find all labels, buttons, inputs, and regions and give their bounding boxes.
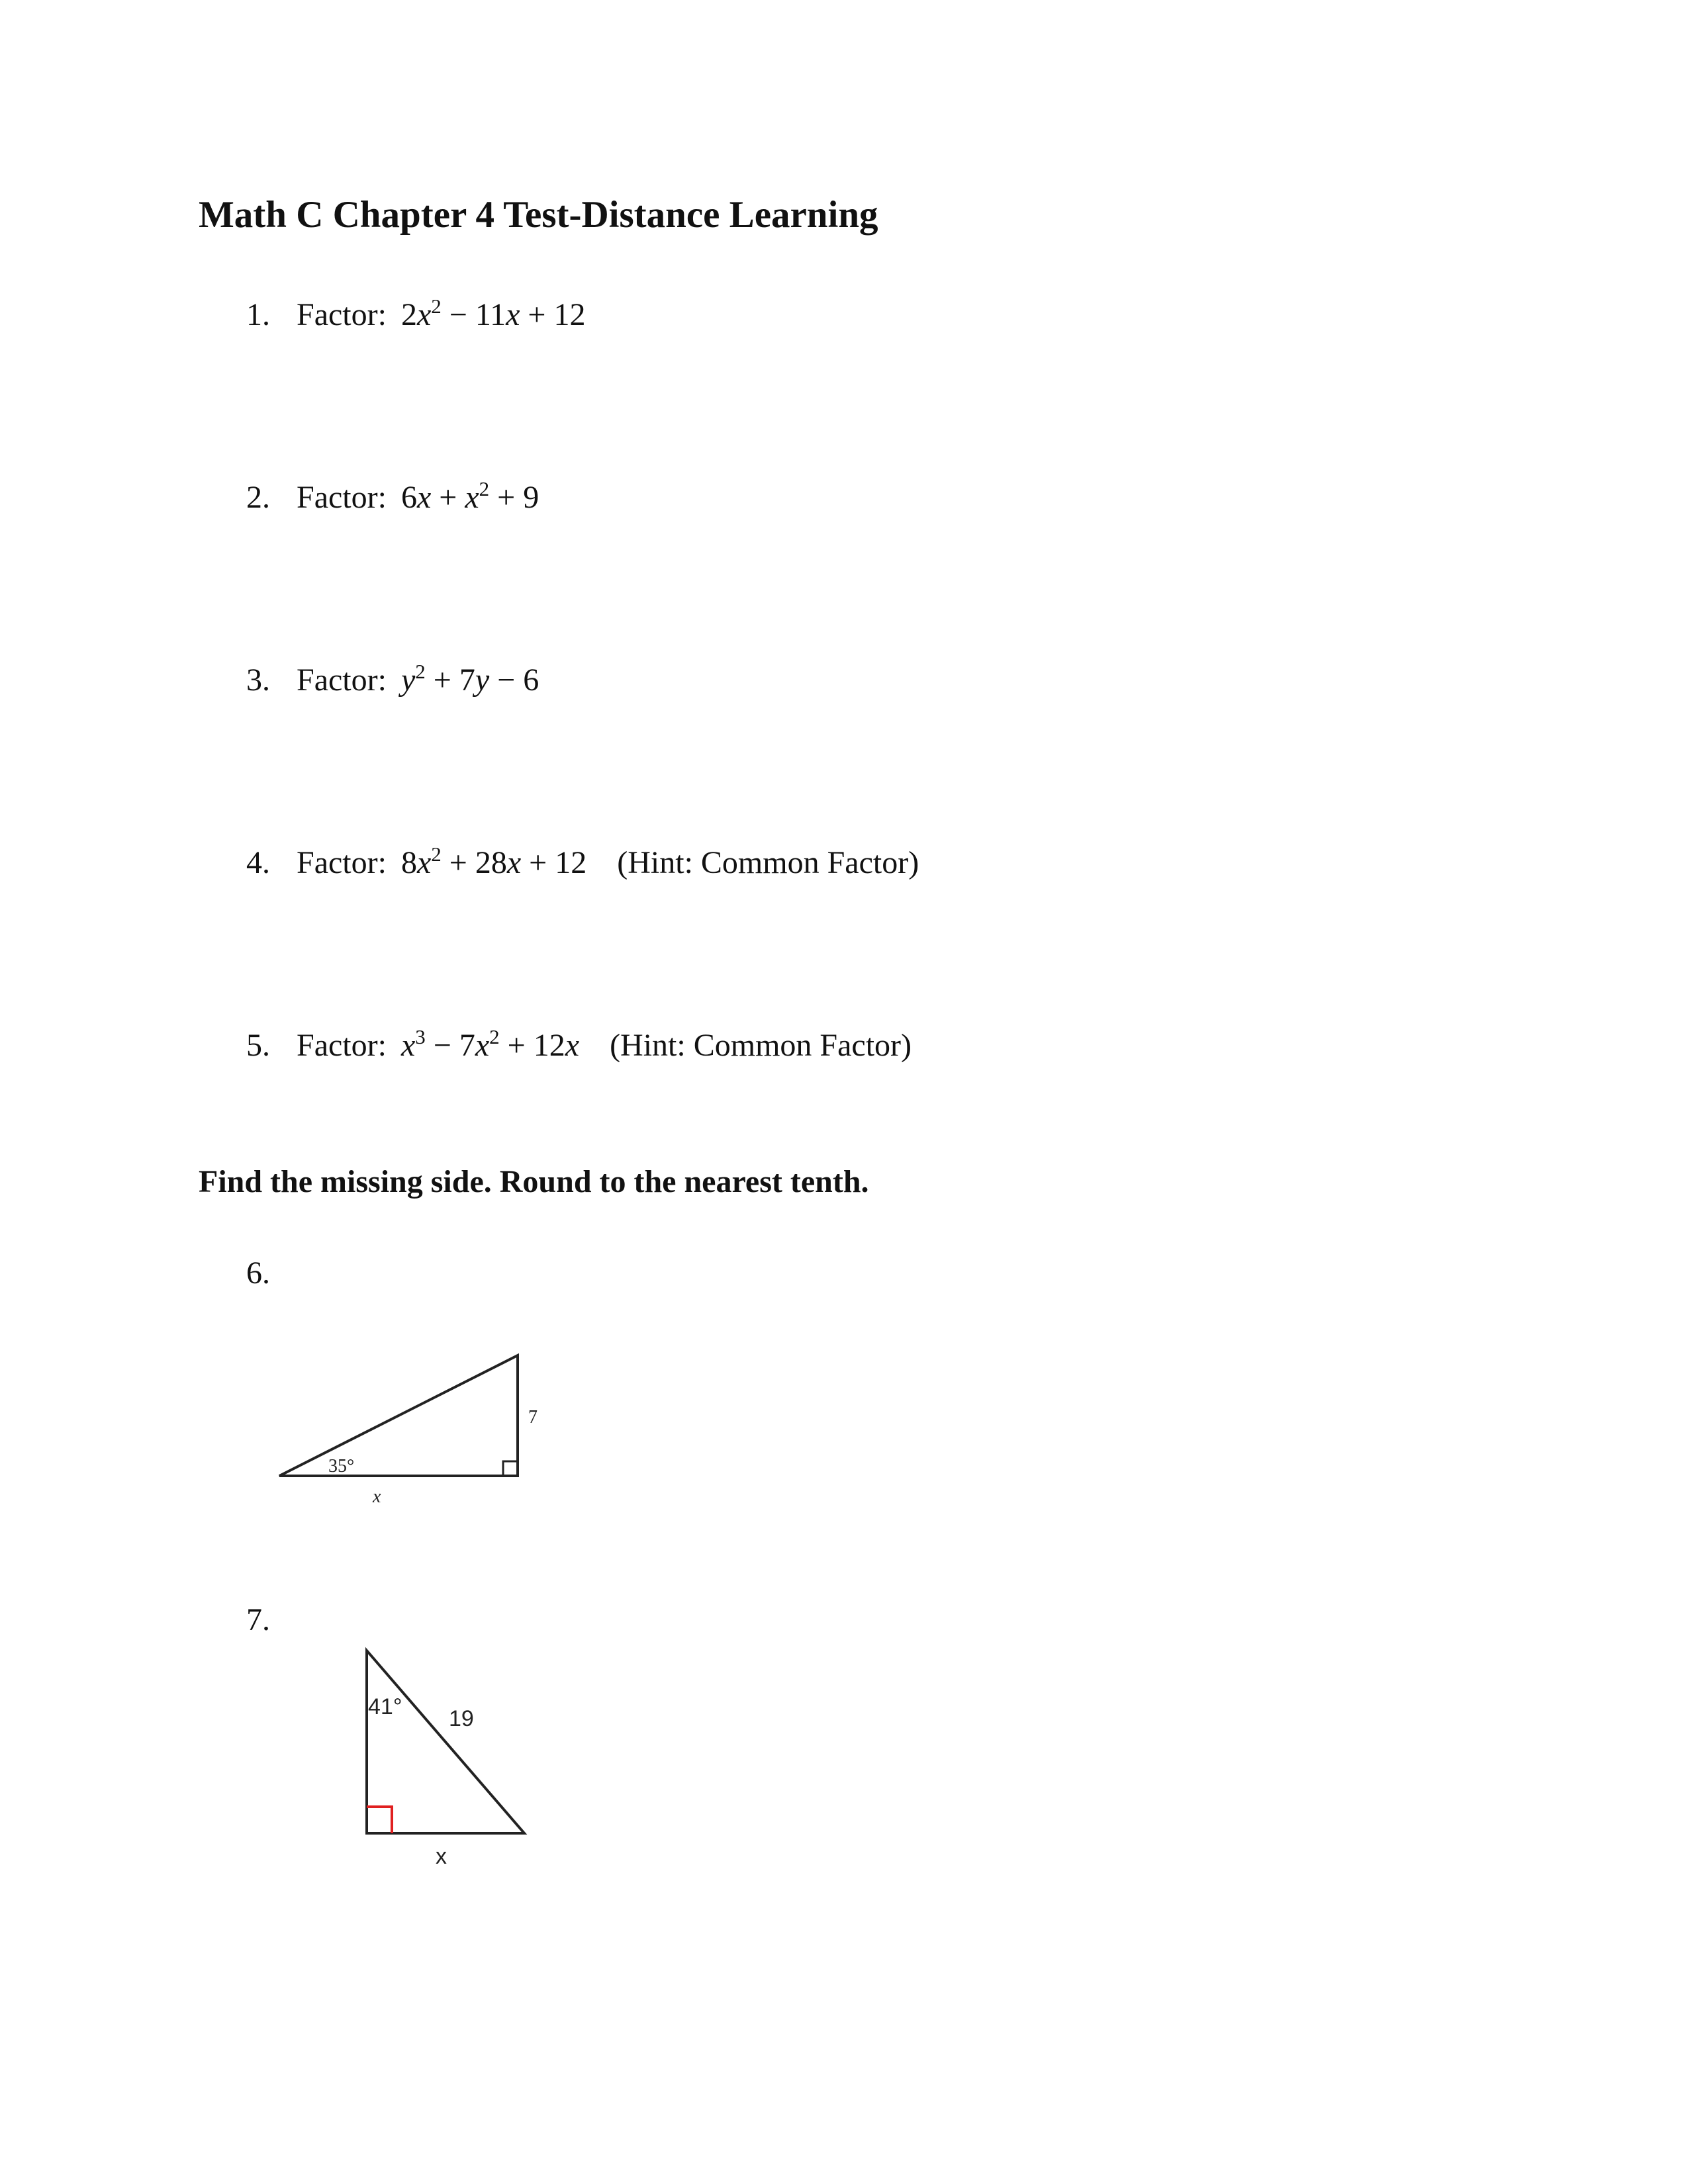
problem-number: 4. <box>246 845 270 880</box>
triangle-6-outline <box>279 1355 518 1476</box>
problem-3 <box>246 660 539 698</box>
problem-label: Factor: <box>297 662 387 698</box>
problem-expression: $2x^2 - 11x + 12$ <box>400 295 586 332</box>
problem-label: Factor: <box>297 480 387 515</box>
problem-label: Factor: <box>297 297 387 332</box>
problem-5 <box>246 1025 912 1063</box>
problem-4 <box>246 842 919 880</box>
angle-label-35: 35° <box>328 1456 355 1477</box>
right-angle-marker <box>367 1807 392 1833</box>
problem-hint: (Hint: Common Factor) <box>610 1028 912 1063</box>
problem-expression: $6x + x^2 + 9$ <box>400 477 539 515</box>
page-title: Math C Chapter 4 Test-Distance Learning <box>199 194 878 236</box>
section-heading: Find the missing side. Round to the nearest tenth. <box>199 1164 869 1199</box>
problem-expression: $8x^2 + 28x + 12$ <box>400 842 587 880</box>
problem-6-number: 6. <box>246 1255 270 1291</box>
triangle-figure-6 <box>265 1343 556 1529</box>
angle-label-41: 41° <box>368 1694 402 1719</box>
hypotenuse-label-19: 19 <box>449 1706 474 1731</box>
problem-number: 1. <box>246 297 270 332</box>
problem-hint: (Hint: Common Factor) <box>617 845 919 880</box>
problem-2 <box>246 477 539 515</box>
triangle-figure-7 <box>351 1641 549 1880</box>
problem-number: 3. <box>246 662 270 698</box>
problem-number: 2. <box>246 480 270 515</box>
problem-label: Factor: <box>297 1028 387 1063</box>
problem-expression: $y^2 + 7y - 6$ <box>400 660 539 698</box>
unknown-side-x: x <box>373 1486 381 1507</box>
problem-label: Factor: <box>297 845 387 880</box>
problem-7-number: 7. <box>246 1602 270 1637</box>
problem-1 <box>246 295 586 332</box>
unknown-side-x: x <box>436 1844 447 1869</box>
right-angle-marker <box>503 1461 518 1476</box>
problem-expression: $x^3 - 7x^2 + 12x$ <box>400 1025 580 1063</box>
problem-number: 5. <box>246 1028 270 1063</box>
side-label-7: 7 <box>528 1407 538 1428</box>
